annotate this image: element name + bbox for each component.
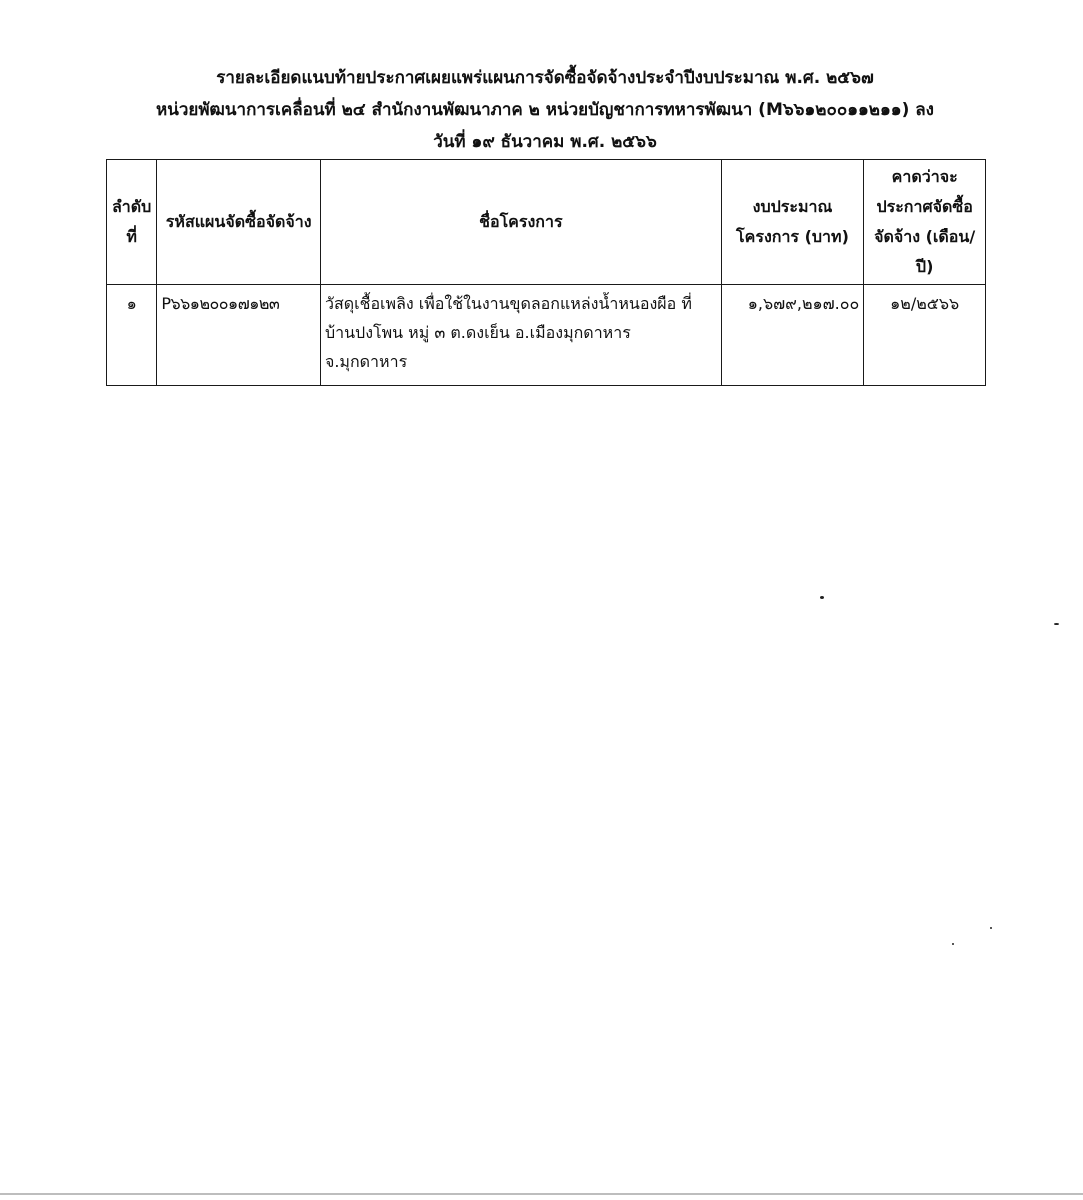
column-header-code: รหัสแผนจัดซื้อจัดจ้าง	[157, 160, 321, 285]
table-row	[107, 285, 986, 386]
cell-project-name: วัสดุเชื้อเพลิง เพื่อใช้ในงานขุดลอกแหล่งน้ำหนองผือ ที่ บ้านปงโพน หมู่ ๓ ต.ดงเย็น อ.เมืองมุกดาหาร จ.มุกดาหาร	[320, 285, 721, 386]
scan-speck	[1054, 623, 1059, 625]
column-header-budget: งบประมาณโครงการ (บาท)	[721, 160, 864, 285]
procurement-plan-table	[106, 159, 986, 386]
column-header-month: คาดว่าจะประกาศจัดซื้อจัดจ้าง (เดือน/ปี)	[864, 160, 986, 285]
scan-speck	[820, 596, 824, 599]
cell-expected-month: ๑๒/๒๕๖๖	[864, 285, 986, 386]
table-header-row	[107, 160, 986, 285]
column-header-seq: ลำดับที่	[107, 160, 157, 285]
cell-seq: ๑	[107, 285, 157, 386]
cell-budget: ๑,๖๗๙,๒๑๗.๐๐	[721, 285, 864, 386]
document-subtitle-agency: หน่วยพัฒนาการเคลื่อนที่ ๒๔ สำนักงานพัฒนาภาค ๒ หน่วยบัญชาการทหารพัฒนา (M๖๖๑๒๐๐๑๑๒๑๑) ลง	[156, 100, 934, 120]
cell-plan-code: P๖๖๑๒๐๐๑๗๑๒๓	[157, 285, 321, 386]
document-date: วันที่ ๑๙ ธันวาคม พ.ศ. ๒๕๖๖	[433, 132, 657, 152]
document-title: รายละเอียดแนบท้ายประกาศเผยแพร่แผนการจัดซื้อจัดจ้างประจำปีงบประมาณ พ.ศ. ๒๕๖๗	[216, 68, 874, 88]
scan-edge-line	[0, 1193, 1083, 1195]
column-header-name: ชื่อโครงการ	[320, 160, 721, 285]
scan-speck	[990, 927, 992, 929]
scan-speck	[952, 943, 954, 945]
